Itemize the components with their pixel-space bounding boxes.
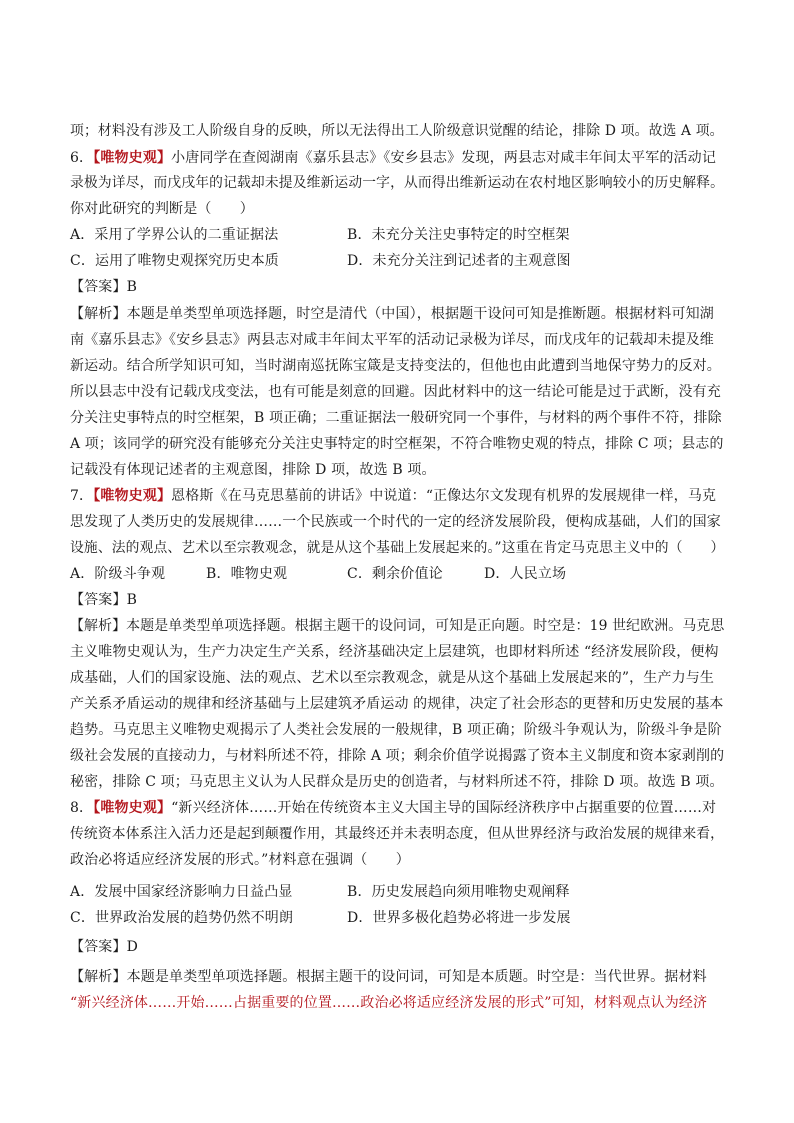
question-8-answer: 【答案】D [70, 939, 138, 955]
question-number: 6． [70, 150, 94, 166]
question-8-analysis-line-2: “新兴经济体……开始……占据重要的位置……政治必将适应经济发展的形式”可知，材料观点认为经济 [70, 995, 708, 1011]
analysis-tag: 【解析】 [70, 306, 127, 322]
topic-tag: 【唯物史观】 [93, 488, 172, 504]
stem-text: “新兴经济体……开始在传统资本主义大国主导的国际经济秩序中占据重要的位置……对 [171, 800, 717, 816]
question-6-analysis-line-6: A 项；该同学的研究没有能够充分关注史事特定的时空框架，不符合唯物史观的特点，排除 C 项；县志的 [70, 436, 724, 452]
question-7-stem-line-1 [70, 486, 716, 506]
question-6-analysis-line-3: 新运动。结合所学知识可知，当时湖南巡抚陈宝箴是支持变法的，但他也由此遭到当地保守势力的反对。 [70, 358, 721, 374]
question-7-analysis-line-6: 级社会发展的直接动力，与材料所述不符，排除 A 项；剩余价值学说揭露了资本主义制度和资本家剥削的 [70, 748, 725, 764]
question-6-answer: 【答案】B [70, 279, 138, 295]
option-b: B．唯物史观 [206, 566, 288, 582]
option-b: B．未充分关注史事特定的时空框架 [347, 227, 570, 243]
question-7-analysis-line-5: 趋势。马克思主义唯物史观揭示了人类社会发展的一般规律，B 项正确；阶级斗争观认为，阶级斗争是阶 [70, 722, 722, 738]
question-6-analysis-line-2: 南《嘉乐县志》《安乡县志》两县志对咸丰年间太平军的活动记录极为详尽，而戊戌年的记载却未提及维 [70, 332, 714, 348]
question-8-options-row-1 [70, 882, 570, 902]
question-8-stem-line-2: 传统资本体系注入活力还是起到颠覆作用，其最终还并未表明态度，但从世界经济与政治发展的规律来看， [70, 826, 725, 842]
topic-tag: 【唯物史观】 [93, 800, 172, 816]
stem-text: 小唐同学在查阅湖南《嘉乐县志》《安乡县志》发现，两县志对咸丰年间太平军的活动记 [171, 150, 716, 166]
topic-tag: 【唯物史观】 [93, 150, 172, 166]
analysis-text: 本题是单类型单项选择题。根据主题干的设问词，可知是正向题。时空是：19 世纪欧洲。马克思 [126, 618, 725, 634]
question-7-analysis-line-4: 产关系矛盾运动的规律和经济基础与上层建筑矛盾运动 的规律，决定了社会形态的更替和历史发展的基本 [70, 696, 724, 712]
question-7-answer: 【答案】B [70, 592, 138, 608]
option-b: B．历史发展趋向须用唯物史观阐释 [347, 884, 570, 900]
question-8-options-row-2 [70, 908, 571, 928]
question-8-analysis-line-1 [70, 967, 707, 987]
question-6-options-row-2 [70, 251, 571, 271]
question-6-analysis-line-7: 记载没有体现记述者的主观意图，排除 D 项，故选 B 项。 [70, 462, 436, 478]
intro-line: 项；材料没有涉及工人阶级自身的反映，所以无法得出工人阶级意识觉醒的结论，排除 D 项。故选 A 项。 [70, 123, 724, 139]
option-d: D．未充分关注到记述者的主观意图 [347, 253, 571, 269]
question-7-stem-line-3: 设施、法的观点、艺术以至宗教观念，就是从这个基础上发展起来的。”这重在肯定马克思主义中的（ ） [70, 540, 725, 556]
question-8-stem-line-3: 政治必将适应经济发展的形式。”材料意在强调（ ） [70, 852, 410, 868]
question-7-analysis-line-1 [70, 616, 724, 636]
analysis-text: 本题是单类型单项选择题，时空是清代（中国），根据题干设问可知是推断题。根据材料可知湖 [126, 306, 714, 322]
stem-text: 恩格斯《在马克思墓前的讲话》中说道：“正像达尔文发现有机界的发展规律一样，马克 [171, 488, 717, 504]
question-6-stem-line-1 [70, 148, 716, 168]
analysis-tag: 【解析】 [70, 618, 127, 634]
question-number: 8． [70, 800, 94, 816]
analysis-text: 本题是单类型单项选择题。根据主题干的设问词，可知是本质题。时空是：当代世界。据材料 [126, 969, 707, 985]
question-7-stem-line-2: 思发现了人类历史的发展规律……一个民族或一个时代的一定的经济发展阶段，便构成基础，人们的国家 [70, 514, 721, 530]
option-c: C．剩余价值论 [347, 566, 443, 582]
option-c: C．世界政治发展的趋势仍然不明朗 [70, 910, 294, 926]
question-7-analysis-line-7: 秘密，排除 C 项；马克思主义认为人民群众是历史的创造者，与材料所述不符，排除 D 项。故选 B 项。 [70, 774, 724, 790]
analysis-tag: 【解析】 [70, 969, 127, 985]
option-a: A．发展中国家经济影响力日益凸显 [70, 884, 293, 900]
question-7-analysis-line-2: 主义唯物史观认为，生产力决定生产关系，经济基础决定上层建筑，也即材料所述 “经济发展阶段，便构 [70, 644, 719, 660]
option-a: A．阶级斗争观 [70, 566, 166, 582]
question-6-analysis-line-5: 分关注史事特点的时空框架，B 项正确；二重证据法一般研究同一个事件，与材料的两个事件不符，排除 [70, 410, 722, 426]
question-number: 7． [70, 488, 94, 504]
option-d: D．人民立场 [484, 566, 567, 582]
question-6-stem-line-2: 录极为详尽，而戊戌年的记载却未提及维新运动一字，从而得出维新运动在农村地区影响较小的历史解释。 [70, 175, 725, 191]
question-7-analysis-line-3: 成基础，人们的国家设施、法的观点、艺术以至宗教观念，就是从这个基础上发展起来的”，生产力与生 [70, 670, 715, 686]
question-6-analysis-line-4: 所以县志中没有记载戊戌变法，也有可能是刻意的回避。因此材料中的这一结论可能是过于武断，没有充 [70, 384, 721, 400]
option-c: C．运用了唯物史观探究历史本质 [70, 253, 279, 269]
option-a: A．采用了学界公认的二重证据法 [70, 227, 279, 243]
question-6-analysis-line-1 [70, 304, 714, 324]
question-6-options-row-1 [70, 225, 570, 245]
question-8-stem-line-1 [70, 798, 716, 818]
option-d: D．世界多极化趋势必将进一步发展 [347, 910, 571, 926]
question-6-stem-line-3: 你对此研究的判断是（ ） [70, 201, 254, 217]
